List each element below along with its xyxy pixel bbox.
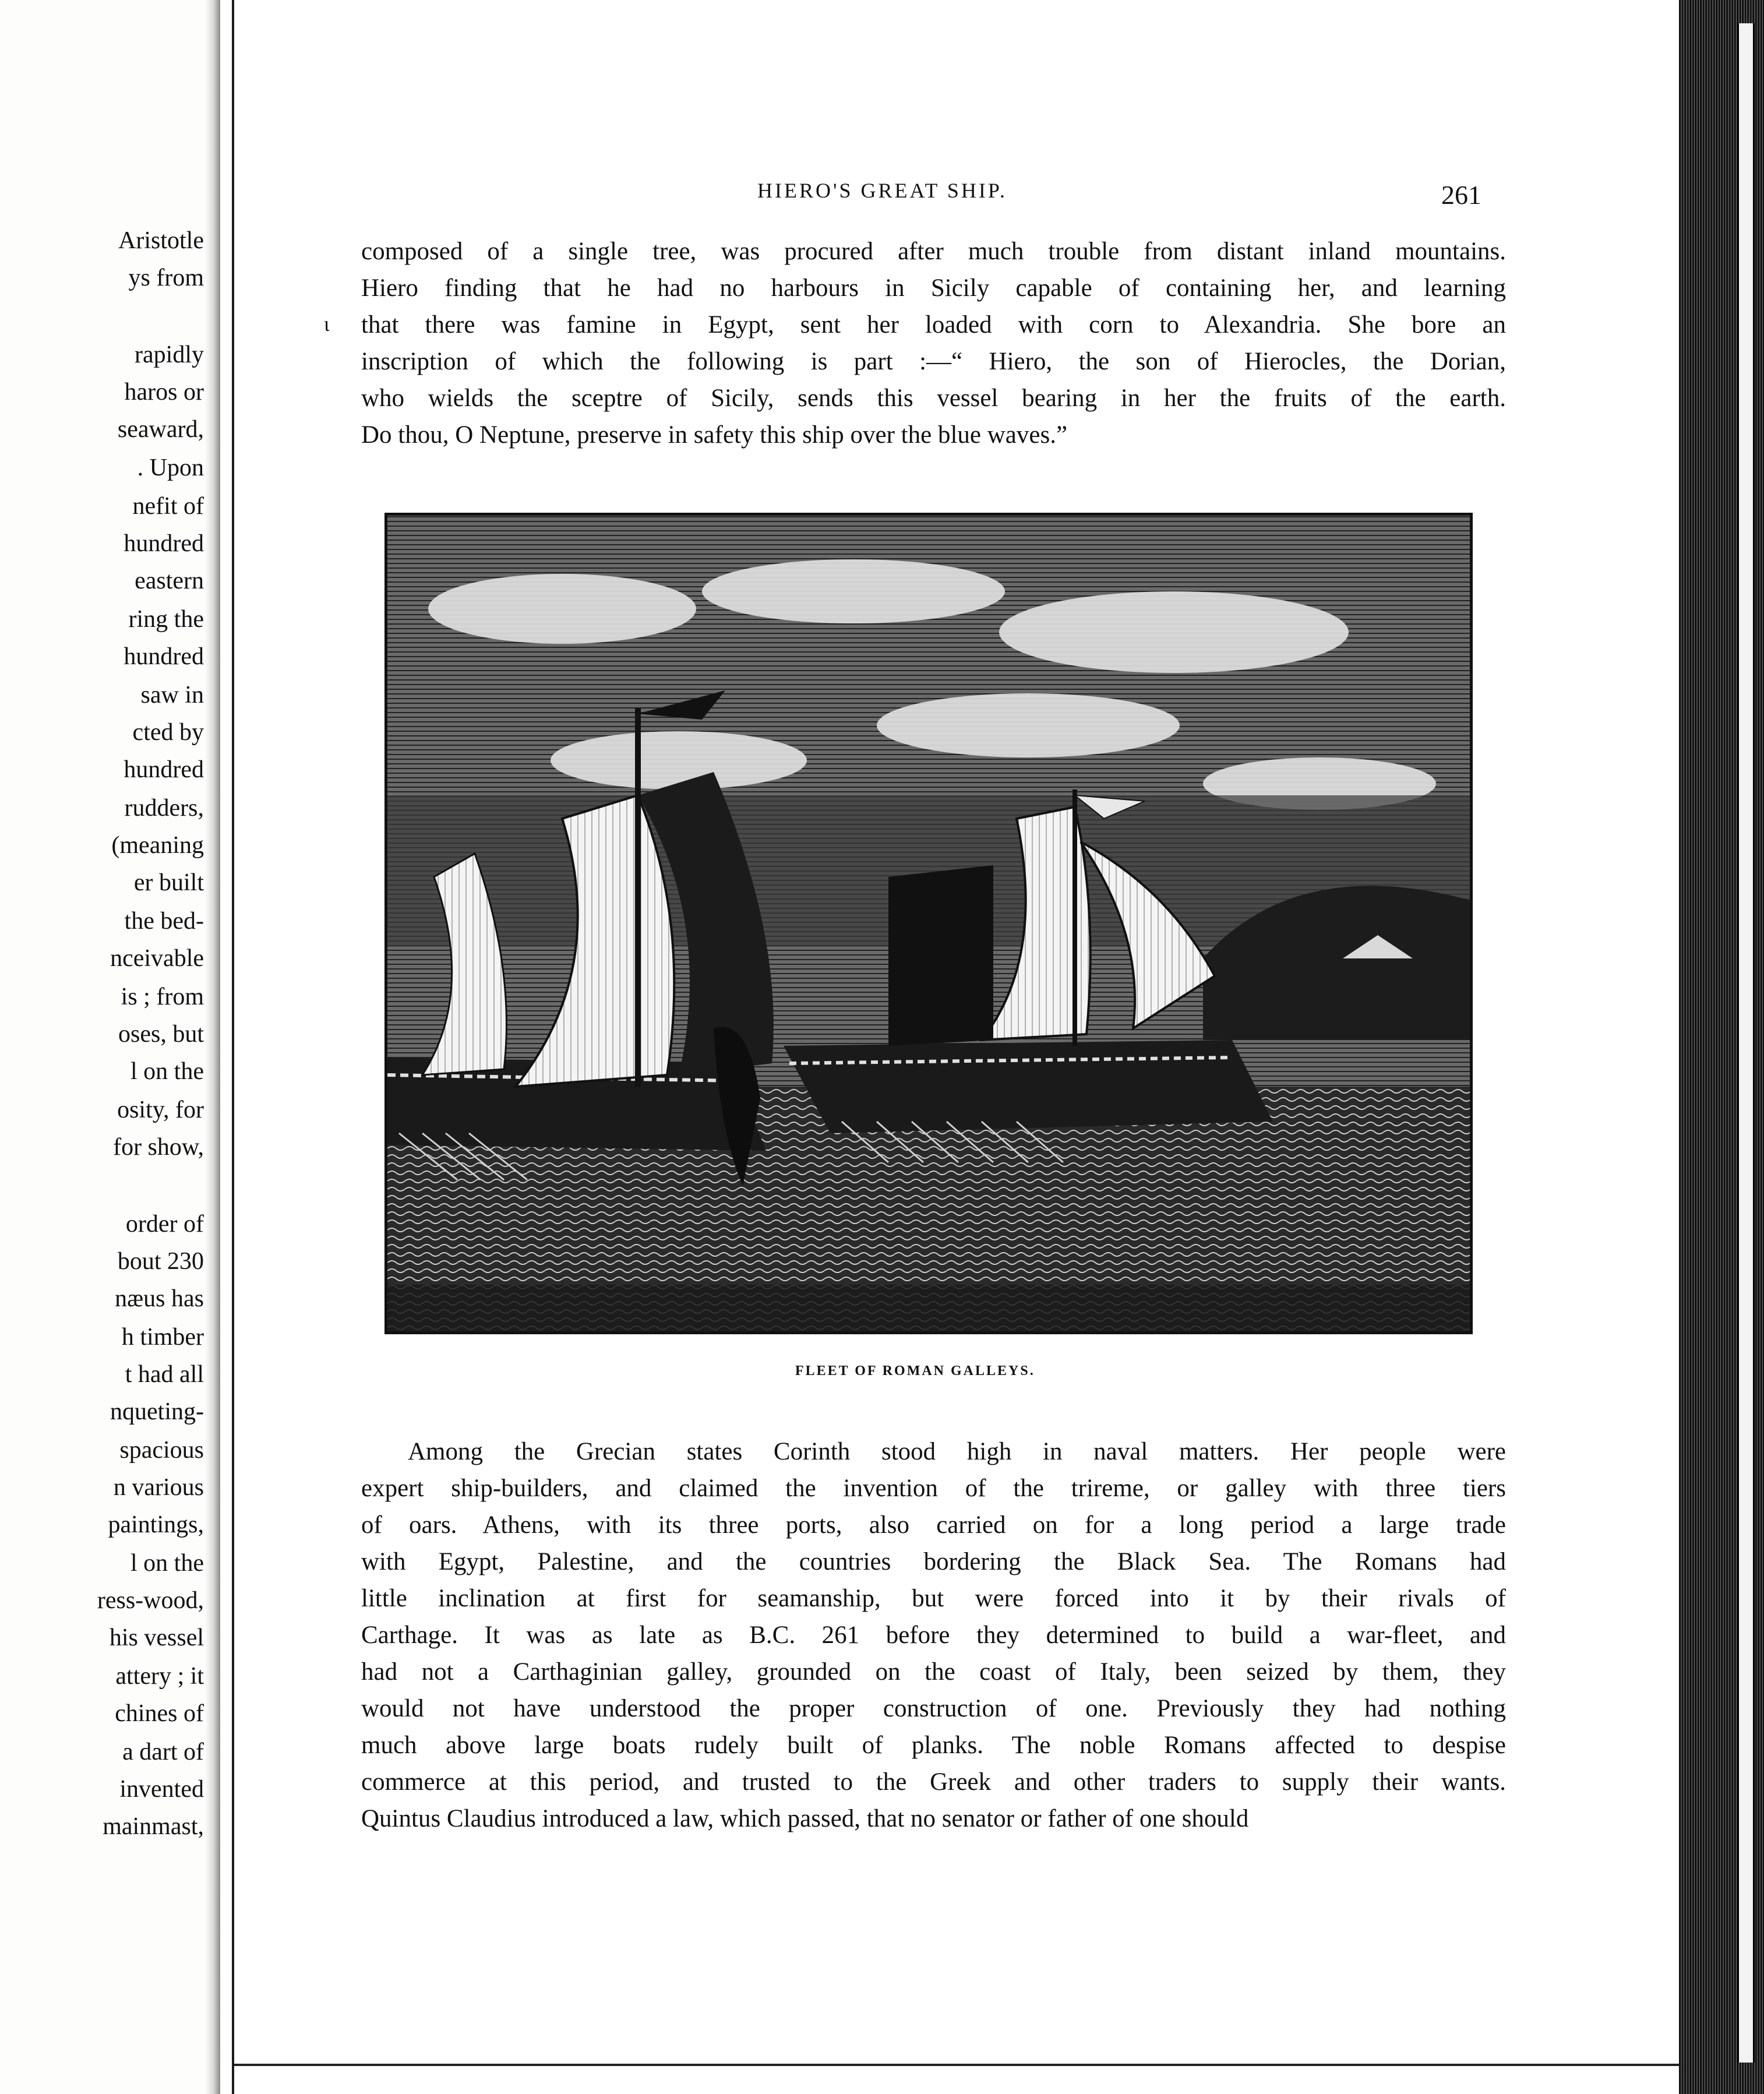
figure-caption: FLEET OF ROMAN GALLEYS. [795, 1363, 1035, 1379]
text-line: Do thou, O Neptune, preserve in safety this ship over the blue waves.” [361, 421, 1068, 449]
text-line: little inclination at first for seamanship, but were forced into it by their rivals of [361, 1585, 1506, 1612]
text-line: Quintus Claudius introduced a law, which passed, that no senator or father of one should [361, 1805, 1249, 1832]
page-bottom-edge [234, 2064, 1679, 2066]
text-line: of oars. Athens, with its three ports, also carried on for a long period a large trade [361, 1511, 1506, 1539]
left-page-line: chines of [115, 1700, 204, 1727]
left-page-line: (meaning [111, 832, 204, 859]
left-page-line: . Upon [137, 454, 204, 481]
text-line: expert ship-builders, and claimed the invention of the trireme, or galley with three tiers [361, 1475, 1506, 1502]
left-page-line: for show, [113, 1134, 204, 1161]
left-page-line: invented [119, 1776, 204, 1803]
left-page-line: ring the [128, 606, 204, 633]
left-page-line: osity, for [117, 1097, 204, 1123]
text-line: much above large boats rudely built of planks. The noble Romans affected to despise [361, 1732, 1506, 1759]
text-line: with Egypt, Palestine, and the countries bordering the Black Sea. The Romans had [361, 1548, 1506, 1575]
left-page-line: a dart of [122, 1739, 204, 1765]
left-page-line: order of [125, 1211, 204, 1238]
text-line: composed of a single tree, was procured after much trouble from distant inland mountains. [361, 238, 1506, 265]
left-page-line: hundred [124, 643, 204, 670]
text-line: had not a Carthaginian galley, grounded on the coast of Italy, been seized by them, they [361, 1658, 1506, 1686]
galleys-engraving [387, 516, 1470, 1331]
left-page-line: the bed- [124, 908, 204, 935]
left-page-line: t had all [125, 1361, 204, 1388]
text-line: that there was famine in Egypt, sent her loaded with corn to Alexandria. She bore an [361, 311, 1506, 339]
left-page-line: haros or [124, 379, 204, 406]
left-page-line: spacious [119, 1437, 204, 1464]
left-page-line: oses, but [118, 1021, 204, 1048]
left-page-line: næus has [115, 1285, 204, 1312]
book-edge [1679, 0, 1764, 2094]
text-line: Among the Grecian states Corinth stood high in naval matters. Her people were [408, 1438, 1506, 1465]
left-page-line: ys from [128, 265, 204, 291]
left-facing-page [0, 0, 220, 2094]
gutter-shadow [205, 0, 220, 2094]
left-page-line: rapidly [135, 341, 204, 368]
text-line: commerce at this period, and trusted to the Greek and other traders to supply their wants. [361, 1768, 1506, 1796]
left-page-line: l on the [130, 1550, 204, 1577]
left-page-line: l on the [130, 1058, 204, 1085]
left-page-line: hundred [124, 530, 204, 557]
left-page-line: hundred [124, 756, 204, 783]
left-page-line: eastern [135, 567, 204, 594]
text-line: Hiero finding that he had no harbours in Sicily capable of containing her, and learning [361, 274, 1506, 302]
text-line: Carthage. It was as late as B.C. 261 before they determined to build a war-fleet, and [361, 1621, 1506, 1649]
left-page-line: er built [133, 869, 204, 896]
page-gap [220, 0, 233, 2094]
left-page-line: rudders, [124, 795, 204, 822]
left-page-line: h timber [121, 1324, 204, 1351]
text-line: inscription of which the following is part :—“ Hiero, the son of Hierocles, the Dorian, [361, 348, 1506, 375]
left-page-line: n various [113, 1474, 204, 1501]
left-page-line: his vessel [109, 1624, 204, 1651]
left-page-line: cted by [132, 719, 204, 746]
left-page-line: bout 230 [117, 1248, 204, 1275]
page-number: 261 [1441, 180, 1481, 210]
left-page-line: nceivable [110, 945, 204, 972]
left-page-line: paintings, [108, 1511, 204, 1538]
left-page-line: nqueting- [110, 1398, 204, 1425]
left-page-line: is ; from [121, 983, 204, 1010]
text-line: who wields the sceptre of Sicily, sends this vessel bearing in her the fruits of the earth. [361, 385, 1506, 412]
running-head: HIERO'S GREAT SHIP. [757, 179, 1007, 202]
left-page-line: mainmast, [103, 1813, 204, 1840]
left-page-line: ress-wood, [97, 1587, 204, 1614]
text-line: would not have understood the proper construction of one. Previously they had nothing [361, 1695, 1506, 1722]
engraving-illustration [384, 513, 1473, 1334]
margin-mark: ɩ [324, 312, 330, 336]
left-page-line: saw in [140, 682, 204, 708]
left-page-line: seaward, [117, 416, 204, 443]
left-page-line: attery ; it [115, 1663, 204, 1690]
left-page-line: Aristotle [118, 227, 204, 254]
left-page-line: nefit of [132, 493, 204, 520]
